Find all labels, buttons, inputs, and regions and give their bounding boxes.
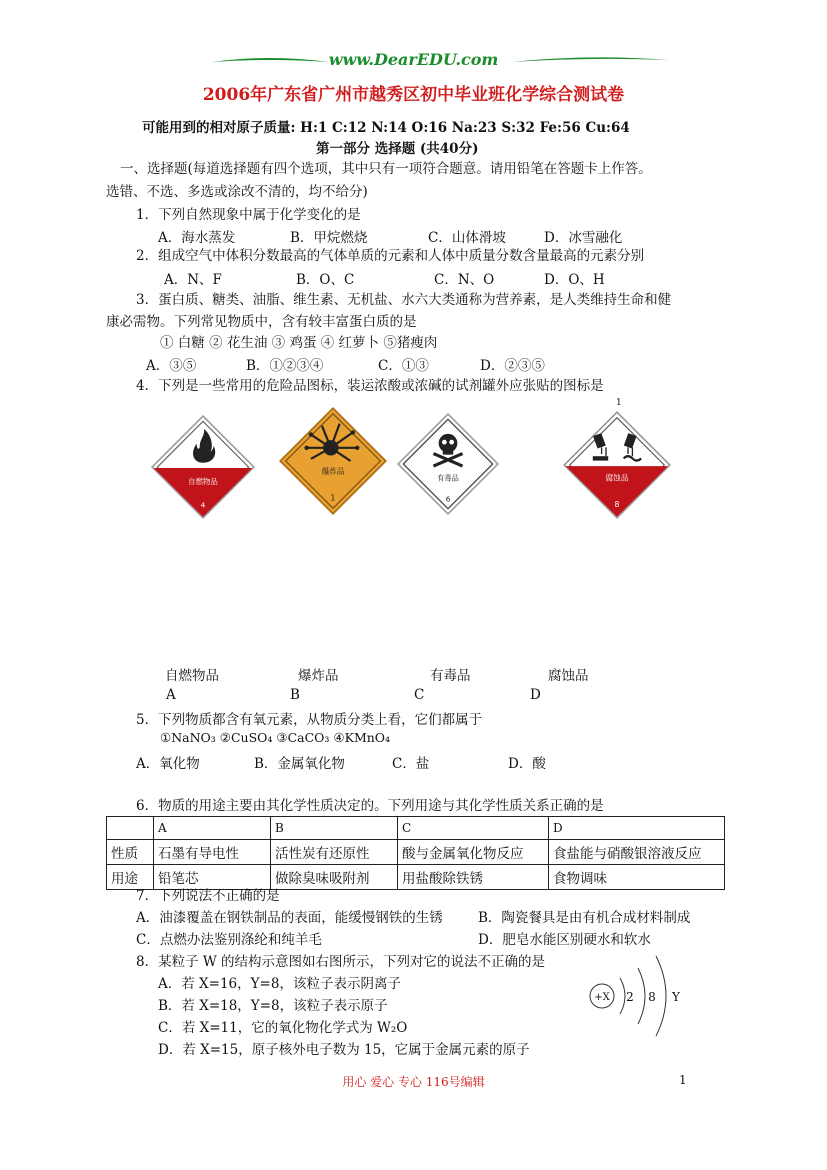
sign-b-label: 爆炸品 <box>321 467 345 477</box>
sign-caption-a: 自燃物品 <box>165 668 219 684</box>
q6-stem: 6．物质的用途主要由其化学性质决定的。下列用途与其化学性质关系正确的是 <box>136 798 604 814</box>
q3-option-b: B．①②③④ <box>246 358 324 374</box>
q3-option-c: C．①③ <box>378 358 429 374</box>
shell-arc-3 <box>656 956 666 1036</box>
q2-option-d: D．O、H <box>544 272 605 288</box>
exam-title: 2006年广东省广州市越秀区初中毕业班化学综合测试卷 <box>202 85 625 105</box>
q2-stem: 2．组成空气中体积分数最高的气体单质的元素和人体中质量分数含量最高的元素分别 <box>136 248 645 264</box>
shell-arc-1 <box>620 978 625 1014</box>
q4-stem: 4．下列是一些常用的危险品图标，装运浓酸或浓碱的试剂罐外应张贴的图标是 <box>136 378 604 394</box>
shell1-electrons: 2 <box>626 990 634 1004</box>
table-header-cell: D <box>549 817 725 840</box>
sign-b-number: 1 <box>330 493 336 503</box>
q5-items: ①NaNO₃ ②CuSO₄ ③CaCO₃ ④KMnO₄ <box>160 730 391 745</box>
table-cell: 用途 <box>107 865 154 890</box>
table-row <box>107 840 725 865</box>
table-header-cell: A <box>154 817 271 840</box>
sign-d-number: 8 <box>614 499 620 509</box>
nucleus-label: +X <box>594 992 610 1003</box>
table-header-cell: B <box>271 817 398 840</box>
q5-option-d: D．酸 <box>508 756 546 772</box>
table-cell: 酸与金属氧化物反应 <box>398 840 549 865</box>
q1-option-b: B．甲烷燃烧 <box>290 230 368 246</box>
q1-option-c: C．山体滑坡 <box>428 230 506 246</box>
sign-caption-d: 腐蚀品 <box>548 668 589 684</box>
instructions-line2: 选错、不选、多选或涂改不清的，均不给分) <box>106 184 368 200</box>
q8-option-a: A．若 X=16，Y=8，该粒子表示阴离子 <box>158 976 401 992</box>
q5-stem: 5．下列物质都含有氧元素，从物质分类上看，它们都属于 <box>136 712 483 728</box>
part-heading: 第一部分 选择题 (共40分) <box>316 141 479 157</box>
sign-a-label: 自燃物品 <box>188 476 218 486</box>
page-number: 1 <box>679 1073 687 1087</box>
table-cell: 食物调味 <box>549 865 725 890</box>
table-header-cell <box>107 817 154 840</box>
q7-option-b: B．陶瓷餐具是由有机合成材料制成 <box>478 910 691 926</box>
q6-table <box>106 816 725 890</box>
sign-letter-d: D <box>530 687 541 703</box>
shell2-electrons: 8 <box>648 990 656 1004</box>
stray-mark: 1 <box>616 398 622 408</box>
q3-stem-line2: 康必需物。下列常见物质中，含有较丰富蛋白质的是 <box>106 314 417 330</box>
q7-option-c: C．点燃办法鉴别涤纶和纯羊毛 <box>136 932 322 948</box>
sign-letter-c: C <box>414 687 425 703</box>
q8-option-b: B．若 X=18，Y=8，该粒子表示原子 <box>158 998 388 1014</box>
sign-caption-b: 爆炸品 <box>298 668 339 684</box>
q5-option-a: A．氧化物 <box>136 756 200 772</box>
atomic-masses: 可能用到的相对原子质量: H:1 C:12 N:14 O:16 Na:23 S:32 Fe:56 Cu:64 <box>142 120 630 136</box>
table-cell: 食盐能与硝酸银溶液反应 <box>549 840 725 865</box>
particle-structure-diagram <box>586 950 696 1040</box>
q5-option-c: C．盐 <box>392 756 430 772</box>
q8-stem: 8．某粒子 W 的结构示意图如右图所示，下列对它的说法不正确的是 <box>136 954 546 970</box>
shell3-electrons: Y <box>672 990 680 1004</box>
sign-letter-b: B <box>290 687 300 703</box>
sign-d-label: 腐蚀品 <box>605 473 629 483</box>
table-cell: 活性炭有还原性 <box>271 840 398 865</box>
q7-stem: 7．下列说法不正确的是 <box>136 888 280 904</box>
hazard-sign-c <box>396 412 500 516</box>
instructions-line1: 一、选择题(每道选择题有四个选项，其中只有一项符合题意。请用铅笔在答题卡上作答。 <box>120 161 652 177</box>
q1-stem: 1．下列自然现象中属于化学变化的是 <box>136 207 361 223</box>
q1-option-a: A．海水蒸发 <box>158 230 236 246</box>
table-header-row <box>107 817 725 840</box>
site-url[interactable]: www.DearEDU.com <box>328 50 499 69</box>
shell-arc-2 <box>638 968 645 1024</box>
sign-c-number: 6 <box>445 494 451 504</box>
hazard-sign-d <box>562 410 672 520</box>
table-cell: 做除臭味吸附剂 <box>271 865 398 890</box>
sign-c-label: 有毒品 <box>437 473 459 483</box>
table-header-cell: C <box>398 817 549 840</box>
q7-option-d: D．肥皂水能区别硬水和软水 <box>478 932 651 948</box>
q3-items: ① 白糖 ② 花生油 ③ 鸡蛋 ④ 红萝卜 ⑤猪瘦肉 <box>160 335 438 351</box>
sign-caption-c: 有毒品 <box>430 668 471 684</box>
q5-option-b: B．金属氧化物 <box>254 756 345 772</box>
sign-letter-a: A <box>166 687 176 703</box>
q7-option-a: A．油漆覆盖在钢铁制品的表面，能缓慢钢铁的生锈 <box>136 910 443 926</box>
q8-option-c: C．若 X=11，它的氧化物化学式为 W₂O <box>158 1020 408 1036</box>
q3-option-d: D．②③⑤ <box>480 358 545 374</box>
sign-a-number: 4 <box>200 500 206 510</box>
q1-option-d: D．冰雪融化 <box>544 230 623 246</box>
table-cell: 用盐酸除铁锈 <box>398 865 549 890</box>
q3-option-a: A．③⑤ <box>146 358 197 374</box>
q2-option-b: B．O、C <box>296 272 355 288</box>
footer-text: 用心 爱心 专心 116号编辑 <box>342 1075 485 1089</box>
table-cell: 铅笔芯 <box>154 865 271 890</box>
table-cell: 性质 <box>107 840 154 865</box>
q2-option-a: A．N、F <box>164 272 222 288</box>
q8-option-d: D．若 X=15，原子核外电子数为 15，它属于金属元素的原子 <box>158 1042 530 1058</box>
hazard-sign-b <box>278 406 388 516</box>
table-cell: 石墨有导电性 <box>154 840 271 865</box>
hazard-sign-a <box>150 414 256 520</box>
q2-option-c: C．N、O <box>434 272 495 288</box>
q3-stem-line1: 3．蛋白质、糖类、油脂、维生素、无机盐、水六大类通称为营养素，是人类维持生命和健 <box>136 292 672 308</box>
